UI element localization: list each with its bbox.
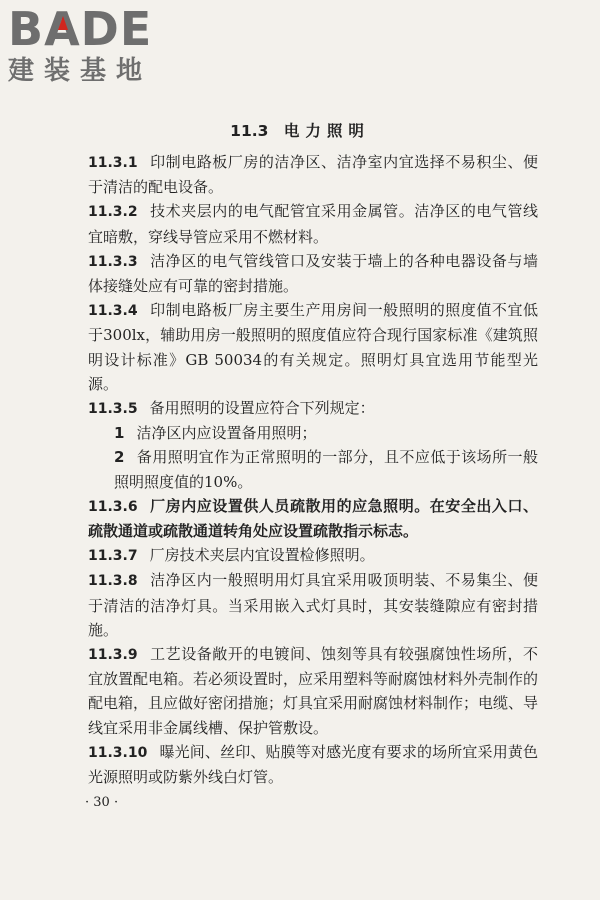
- clause-id: 11.3.9: [88, 647, 138, 664]
- clause-id: 11.3.5: [88, 401, 138, 418]
- clause: [88, 740, 538, 789]
- item-text: 备用照明宜作为正常照明的一部分，且不应低于该场所一般照明照度值的10%。: [114, 448, 538, 491]
- clause-text: 厂房技术夹层内宜设置检修照明。: [149, 546, 375, 565]
- clause: [88, 642, 538, 740]
- item-number: 2: [114, 448, 125, 467]
- clause: [88, 150, 538, 199]
- logo-subtitle: 建装基地: [8, 56, 153, 86]
- logo-letter-b: B: [8, 2, 45, 56]
- clause-id: 11.3.7: [88, 548, 138, 565]
- clause-text: 技术夹层内的电气配管宜采用金属管。洁净区的电气管线宜暗敷，穿线导管应采用不燃材料。: [88, 202, 538, 246]
- clause: [88, 396, 538, 421]
- list-item: [88, 445, 538, 493]
- clause: [88, 494, 538, 543]
- item-number: 1: [114, 424, 125, 443]
- clause-id: 11.3.2: [88, 204, 138, 221]
- clause-id: 11.3.3: [88, 253, 138, 270]
- clause-id: 11.3.6: [88, 498, 138, 515]
- section-heading: 电力照明: [283, 122, 370, 140]
- clause: [88, 543, 538, 568]
- clause-text: 洁净区内一般照明用灯具宜采用吸顶明装、不易集尘、便于清洁的洁净灯具。当采用嵌入式灯具时，其安装缝隙应有密封措施。: [88, 571, 538, 639]
- clause-text: 印制电路板厂房主要生产用房间一般照明的照度值不宜低于300lx，辅助用房一般照明的照度值应符合现行国家标准《建筑照明设计标准》GB 50034的有关规定。照明灯具宜选用节能型光源。: [88, 301, 538, 393]
- logo-letters-de: DE: [80, 2, 153, 56]
- clause-text: 印制电路板厂房的洁净区、洁净室内宜选择不易积尘、便于清洁的配电设备。: [88, 153, 538, 197]
- logo-wordmark: [8, 2, 188, 56]
- section-number: 11.3: [230, 122, 269, 140]
- clause: [88, 199, 538, 248]
- bade-logo: [8, 2, 188, 86]
- section-title: [0, 119, 600, 141]
- clause-id: 11.3.8: [88, 573, 138, 590]
- clause-id: 11.3.4: [88, 303, 138, 320]
- clause-text: 洁净区的电气管线管口及安装于墙上的各种电器设备与墙体接缝处应有可靠的密封措施。: [88, 251, 538, 296]
- clause-id: 11.3.1: [88, 155, 138, 171]
- item-text: 洁净区内应设置备用照明；: [136, 424, 317, 443]
- logo-letter-a: A: [44, 2, 81, 56]
- clause-text: 工艺设备敞开的电镀间、蚀刻等具有较强腐蚀性场所，不宜放置配电箱。若必须设置时，应采用塑料等耐腐蚀材料外壳制作的配电箱，且应做好密闭措施；灯具宜采用耐腐蚀材料制作；电缆、导线宜采用非金属线槽、保护管敷设。: [88, 645, 539, 737]
- clause: [88, 298, 538, 396]
- document-body: [88, 150, 538, 789]
- clause-text: 曝光间、丝印、贴膜等对感光度有要求的场所宜采用黄色光源照明或防紫外线白灯管。: [88, 742, 538, 787]
- clause: [88, 249, 538, 298]
- clause-text: 备用照明的设置应符合下列规定：: [149, 399, 375, 418]
- page-number: · 30 ·: [85, 795, 119, 810]
- clause-text: 厂房内应设置供人员疏散用的应急照明。在安全出入口、疏散通道或疏散通道转角处应设置疏散指示标志。: [88, 496, 538, 541]
- clause: [88, 568, 538, 642]
- list-item: [88, 421, 538, 445]
- clause-id: 11.3.10: [88, 744, 148, 761]
